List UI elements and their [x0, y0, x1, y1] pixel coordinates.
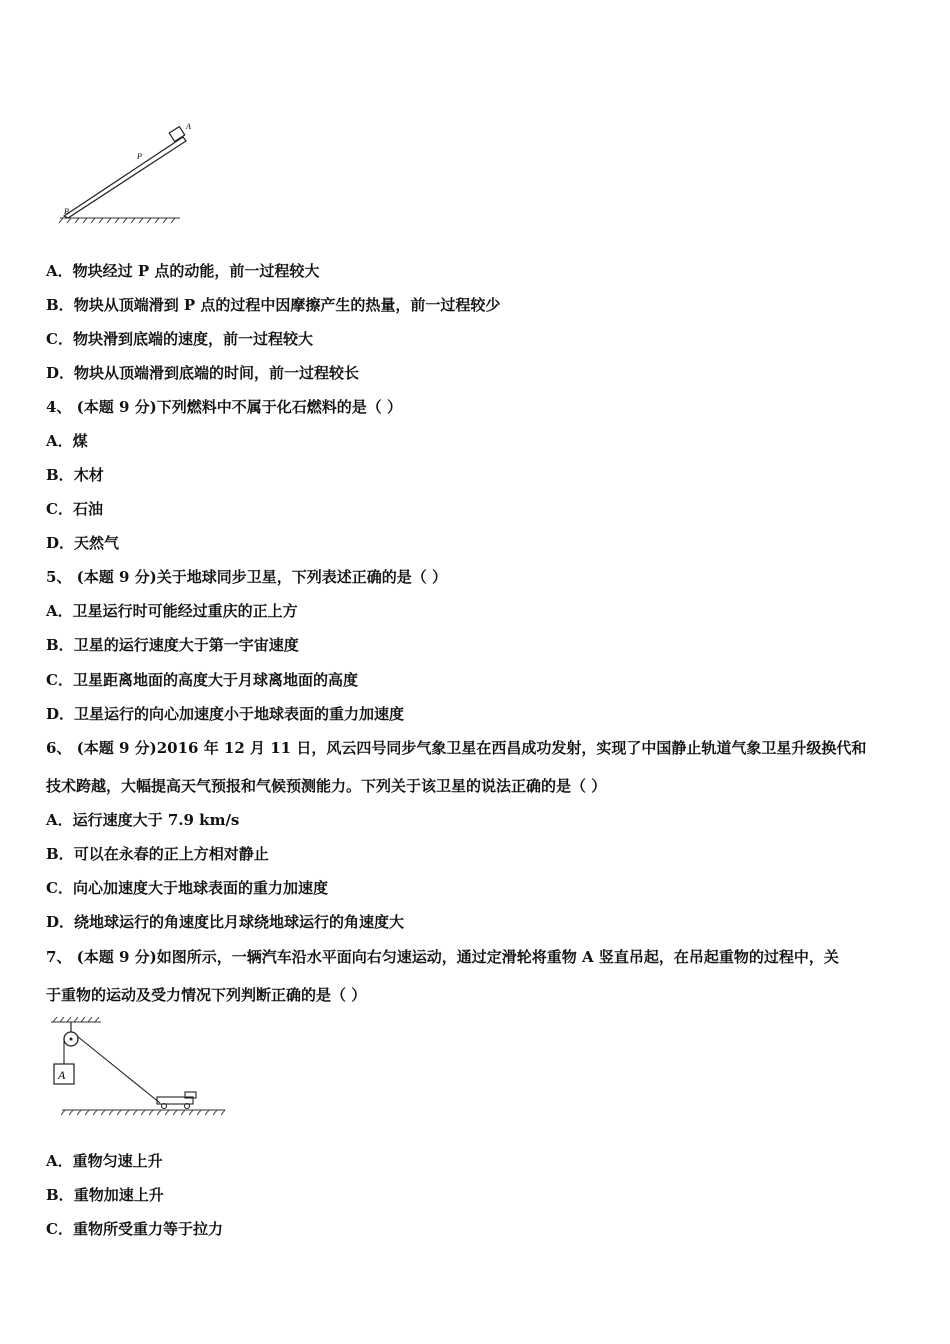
q3-option-c: C．物块滑到底端的速度，前一过程较大 — [46, 330, 313, 348]
q4-option-a: A．煤 — [46, 432, 88, 450]
q5-option-b: B．卫星的运行速度大于第一宇宙速度 — [46, 636, 299, 654]
q4-option-b: B．木材 — [46, 466, 104, 484]
ground-hatch — [59, 218, 180, 223]
ceiling-hatch — [51, 1017, 101, 1022]
rope-diagonal — [77, 1036, 160, 1103]
incline-plank — [64, 137, 186, 218]
q3-option-d: D．物块从顶端滑到底端的时间，前一过程较长 — [46, 364, 360, 382]
block-a — [169, 127, 185, 142]
label-a: A — [186, 122, 191, 131]
q4-stem: 4、 (本题 9 分)下列燃料中不属于化石燃料的是（ ） — [46, 398, 402, 416]
ground-hatch-2 — [61, 1110, 225, 1115]
q7-option-c: C．重物所受重力等于拉力 — [46, 1220, 223, 1238]
q6-stem-line1: 6、 (本题 9 分)2016 年 12 月 11 日，风云四号同步气象卫星在西昌成功发射，实现了中国静止轨道气象卫星升级换代和 — [46, 739, 867, 757]
incline-figure — [55, 115, 191, 225]
q7-option-b: B．重物加速上升 — [46, 1186, 164, 1204]
label-b: B — [64, 207, 69, 216]
pulley-figure — [45, 1012, 230, 1120]
q3-option-a: A．物块经过 P 点的动能，前一过程较大 — [46, 262, 320, 280]
q7-option-a: A．重物匀速上升 — [46, 1152, 163, 1170]
q3-option-b: B．物块从顶端滑到 P 点的过程中因摩擦产生的热量，前一过程较少 — [46, 296, 501, 314]
q6-option-c: C．向心加速度大于地球表面的重力加速度 — [46, 879, 328, 897]
pulley-axle — [70, 1038, 73, 1041]
q6-option-d: D．绕地球运行的角速度比月球绕地球运行的角速度大 — [46, 913, 405, 931]
car — [157, 1092, 196, 1109]
q7-stem-line1: 7、 (本题 9 分)如图所示，一辆汽车沿水平面向右匀速运动，通过定滑轮将重物 A 竖直吊起，在吊起重物的过程中，关 — [46, 948, 839, 966]
q5-stem: 5、 (本题 9 分)关于地球同步卫星，下列表述正确的是（ ） — [46, 568, 447, 586]
q6-option-b: B．可以在永春的正上方相对静止 — [46, 845, 269, 863]
weight-a-label: A — [58, 1068, 66, 1082]
label-p: P — [137, 152, 142, 161]
q4-option-c: C．石油 — [46, 500, 103, 518]
q7-stem-line2: 于重物的运动及受力情况下列判断正确的是（ ） — [46, 986, 367, 1004]
q6-option-a: A．运行速度大于 7.9 km/s — [46, 811, 240, 829]
q5-option-c: C．卫星距离地面的高度大于月球离地面的高度 — [46, 671, 358, 689]
q6-stem-line2: 技术跨越，大幅提高天气预报和气候预测能力。下列关于该卫星的说法正确的是（ ） — [46, 777, 607, 795]
q5-option-a: A．卫星运行时可能经过重庆的正上方 — [46, 602, 298, 620]
q4-option-d: D．天然气 — [46, 534, 120, 552]
q5-option-d: D．卫星运行的向心加速度小于地球表面的重力加速度 — [46, 705, 405, 723]
